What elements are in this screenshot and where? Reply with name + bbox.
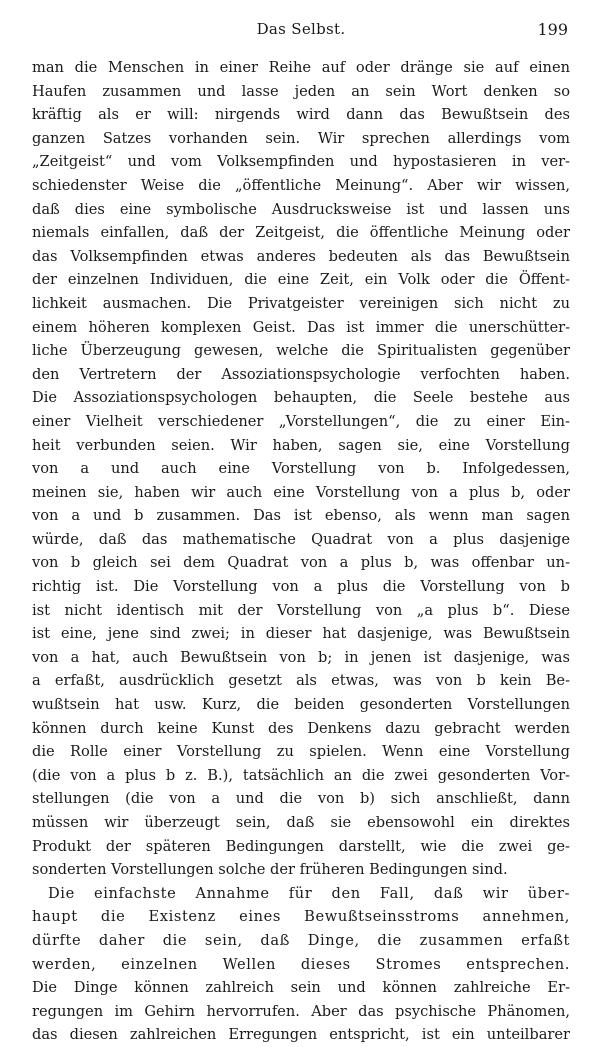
text-line: Die einfachste Annahme für den Fall, daß wir über- xyxy=(48,884,570,902)
text-line: sonderten Vorstellungen solche der früheren Bedingungen sind. xyxy=(32,861,508,879)
text-line: von a hat, auch Bewußtsein von b; in jenen ist dasjenige, was xyxy=(32,648,570,666)
text-line: der einzelnen Individuen, die eine Zeit, ein Volk oder die Öffent- xyxy=(32,271,570,289)
running-head-title: Das Selbst. xyxy=(256,20,346,38)
text-line: wußtsein hat usw. Kurz, die beiden gesonderten Vorstellungen xyxy=(32,696,570,714)
text-line: ganzen Satzes vorhanden sein. Wir sprechen allerdings vom xyxy=(32,129,570,147)
text-line: Haufen zusammen und lasse jeden an sein Wort denken so xyxy=(32,82,570,100)
text-line: einem höheren komplexen Geist. Das ist immer die unerschütter- xyxy=(32,318,570,336)
text-line: ist nicht identisch mit der Vorstellung von „a plus b“. Diese xyxy=(32,601,570,619)
text-line: regungen im Gehirn hervorrufen. Aber das psychische Phänomen, xyxy=(32,1002,570,1020)
text-line: niemals einfallen, daß der Zeitgeist, die öffentliche Meinung oder xyxy=(32,224,570,242)
text-line: die Rolle einer Vorstellung zu spielen. Wenn eine Vorstellung xyxy=(32,743,570,761)
text-line: richtig ist. Die Vorstellung von a plus die Vorstellung von b xyxy=(32,578,570,596)
text-line: kräftig als er will: nirgends wird dann das Bewußtsein des xyxy=(32,106,570,124)
text-line: man die Menschen in einer Reihe auf oder dränge sie auf einen xyxy=(32,59,570,76)
running-head xyxy=(32,20,570,48)
text-line: das Volksempfinden etwas anderes bedeuten als das Bewußtsein xyxy=(32,247,570,265)
text-line: haupt die Existenz eines Bewußtseinsstroms annehmen, xyxy=(32,908,570,926)
text-line: von b gleich sei dem Quadrat von a plus b, was offenbar un- xyxy=(32,554,570,572)
text-line: Die Assoziationspsychologen behaupten, die Seele bestehe aus xyxy=(32,389,570,407)
text-line: müssen wir überzeugt sein, daß sie ebensowohl ein direktes xyxy=(32,814,570,831)
text-line: Die Dinge können zahlreich sein und können zahlreiche Er- xyxy=(32,979,570,997)
text-line: meinen sie, haben wir auch eine Vorstellung von a plus b, oder xyxy=(32,483,570,501)
text-line: von a und b zusammen. Das ist ebenso, als wenn man sagen xyxy=(32,507,570,525)
text-line: schiedenster Weise die „öffentliche Meinung“. Aber wir wissen, xyxy=(32,176,570,194)
text-line: stellungen (die von a und die von b) sich anschließt, dann xyxy=(32,790,570,808)
text-line: lichkeit ausmachen. Die Privatgeister vereinigen sich nicht zu xyxy=(32,294,570,312)
text-line: Produkt der späteren Bedingungen darstellt, wie die zwei ge- xyxy=(32,837,570,855)
text-line: würde, daß das mathematische Quadrat von a plus dasjenige xyxy=(32,530,570,548)
text-line: liche Überzeugung gewesen, welche die Spiritualisten gegenüber xyxy=(32,342,570,360)
text-line: können durch keine Kunst des Denkens dazu gebracht werden xyxy=(32,719,570,737)
body-text xyxy=(32,56,570,1047)
page-number: 199 xyxy=(537,20,568,39)
text-line: dürfte daher die sein, daß Dinge, die zusammen erfaßt xyxy=(32,931,570,949)
text-line: ist eine, jene sind zwei; in dieser hat dasjenige, was Bewußtsein xyxy=(32,625,570,643)
text-line: daß dies eine symbolische Ausdrucksweise ist und lassen uns xyxy=(32,200,570,218)
text-line: von a und auch eine Vorstellung von b. Infolgedessen, xyxy=(32,460,570,478)
text-line: (die von a plus b z. B.), tatsächlich an die zwei gesonderten Vor- xyxy=(32,766,570,784)
text-line: heit verbunden seien. Wir haben, sagen sie, eine Vorstellung xyxy=(32,436,570,454)
text-line: a erfaßt, ausdrücklich gesetzt als etwas, was von b kein Be- xyxy=(32,672,570,690)
text-line: das diesen zahlreichen Erregungen entspricht, ist ein unteilbarer xyxy=(32,1026,570,1044)
text-line: „Zeitgeist“ und vom Volksempfinden und hypostasieren in ver- xyxy=(32,153,570,171)
text-line: werden, einzelnen Wellen dieses Stromes entsprechen. xyxy=(32,955,570,973)
text-line: einer Vielheit verschiedener „Vorstellungen“, die zu einer Ein- xyxy=(32,412,570,430)
text-line: den Vertretern der Assoziationspsychologie verfochten haben. xyxy=(32,365,570,383)
